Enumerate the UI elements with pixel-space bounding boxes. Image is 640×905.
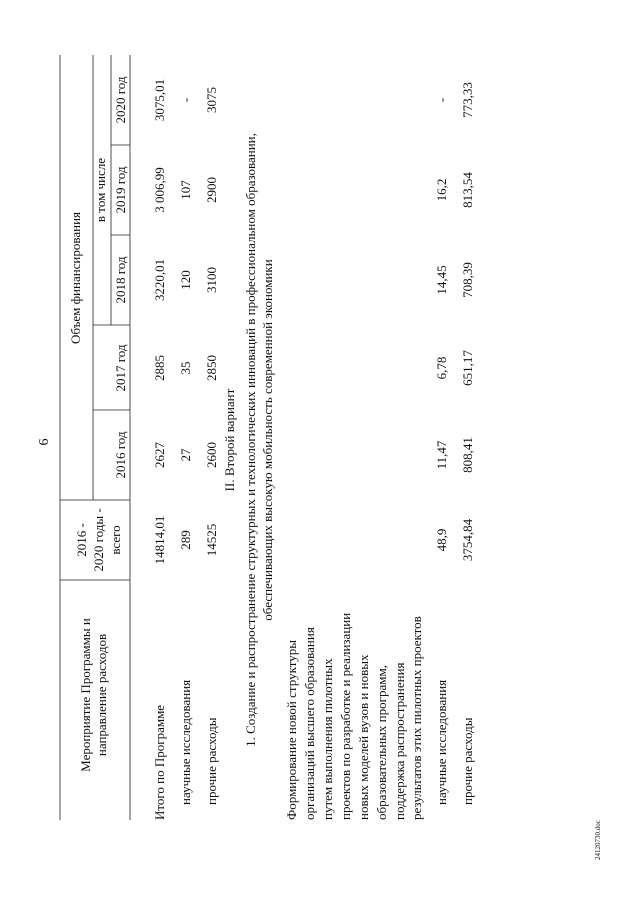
row-total-total: 14814,01 [152, 515, 167, 565]
row2-other-label: прочие расходы [460, 717, 475, 805]
footer-doc-code: 24120730.doc [594, 820, 602, 860]
section-title-line-1: 1. Создание и распространение структурных и технологических инноваций в профессиональном образовании, [243, 133, 258, 747]
total-header-line-3: всего [108, 525, 123, 555]
page-number: 6 [37, 438, 52, 446]
measure-text-line-8: результатов этих пилотных проектов [409, 616, 424, 820]
row2-other-total: 3754,84 [460, 518, 475, 562]
row-other-2018: 3100 [204, 267, 219, 293]
total-header-line-2: 2020 годы - [91, 508, 106, 572]
row2-other-2018: 708,39 [460, 262, 475, 298]
year-2020-header: 2020 год [113, 76, 128, 124]
row2-research-total: 48,9 [434, 528, 449, 552]
year-2019-header: 2019 год [113, 166, 128, 214]
row2-other-2017: 651,17 [460, 350, 475, 386]
row2-research-2017: 6,78 [434, 356, 449, 380]
total-header-line-1: 2016 - [74, 523, 89, 557]
measure-text-line-2: организаций высшего образования [302, 627, 317, 820]
measure-text-line-3: путем выполнения пилотных [320, 658, 335, 820]
measure-text-line-6: образовательных программ, [374, 665, 389, 820]
row-total-2018: 3220,01 [152, 258, 167, 302]
row2-research-2019: 16,2 [434, 178, 449, 202]
incl-header: в том числе [93, 157, 108, 223]
funding-header: Объем финансирования [68, 211, 83, 345]
variant-title: II. Второй вариант [222, 388, 237, 492]
row-other-2020: 3075 [204, 87, 219, 113]
section-title-line-2: обеспечивающих высокую мобильность современной экономики [260, 259, 275, 621]
year-2018-header: 2018 год [113, 256, 128, 304]
row-other-label: прочие расходы [204, 717, 219, 805]
row2-research-label: научные исследования [434, 679, 449, 805]
row-research-2017: 35 [178, 361, 193, 375]
row2-research-2018: 14,45 [434, 265, 449, 295]
row-research-total: 289 [178, 530, 193, 550]
row-research-2019: 107 [178, 180, 193, 200]
row2-other-2016: 808,41 [460, 437, 475, 473]
row-other-2016: 2600 [204, 442, 219, 468]
year-2016-header: 2016 год [113, 431, 128, 479]
row2-research-2016: 11,47 [434, 440, 449, 470]
row-other-2017: 2850 [204, 355, 219, 381]
row-total-2020: 3075,01 [152, 78, 167, 122]
measure-text-line-7: поддержка распространения [392, 662, 407, 820]
row-total-2017: 2885 [152, 355, 167, 381]
row-research-label: научные исследования [178, 679, 193, 805]
row-total-2019: 3 006,99 [152, 167, 167, 213]
row-other-total: 14525 [204, 523, 219, 557]
row-research-2018: 120 [178, 270, 193, 290]
row-research-2016: 27 [178, 448, 193, 462]
year-2017-header: 2017 год [113, 344, 128, 392]
row2-other-2020: 773,33 [460, 82, 475, 118]
measure-text-line-1: Формирование новой структуры [284, 640, 299, 820]
row-total-label: Итого по Программе [152, 704, 167, 820]
row2-research-2020: - [434, 97, 449, 103]
measure-text-line-5: новых моделей вузов и новых [356, 654, 371, 820]
row2-other-2019: 813,54 [460, 172, 475, 208]
col-header-line-2: направление расходов [94, 633, 109, 757]
row-total-2016: 2627 [152, 442, 167, 468]
row-other-2019: 2900 [204, 177, 219, 203]
col-header-line-1: Мероприятие Программы и [78, 618, 93, 772]
row-research-2020: - [178, 97, 193, 103]
measure-text-line-4: проектов по разработке и реализации [338, 612, 353, 820]
